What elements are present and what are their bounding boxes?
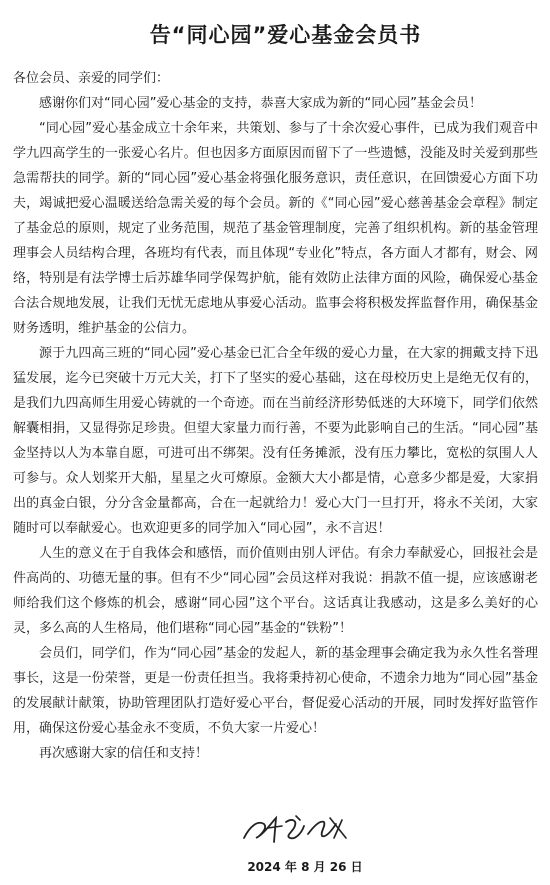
handwritten-signature (238, 808, 358, 848)
paragraph-meaning: 人生的意义在于自我体会和感悟，而价值则由别人评估。有余力奉献爱心，回报社会是件高尚的、功德无量的事。但有不少“同心园”会员这样对我说：捐款不值一提，应该感谢老师给我们这个修炼的机会，感谢“同心园”这个平台。这话真让我感动，这是多么美好的心灵，多么高的人生格局，他们堪称“同心园”基金的“铁粉”！ (13, 546, 538, 636)
closing-line: 再次感谢大家的信任和支持！ (39, 746, 209, 761)
paragraph-thanks: 感谢你们对“同心园”爱心基金的支持，恭喜大家成为新的“同心园”基金会员！ (39, 96, 482, 111)
paragraph-responsibility: 会员们，同学们，作为“同心园”基金的发起人，新的基金理事会确定我为永久性名誉理事长，这是一份荣誉，更是一份责任担当。我将秉持初心使命，不遗余力地为“同心园”基金的发展献计献策，协助管理团队打造好爱心平台，督促爱心活动的开展，同时发挥好监管作用，确保这份爱心基金永不变质，不负大家一片爱心！ (13, 646, 538, 736)
greeting: 各位会员、亲爱的同学们： (13, 71, 170, 86)
letter-date: 2024 年 8 月 26 日 (247, 860, 363, 874)
letter-title: 告“同心园”爱心基金会员书 (149, 23, 422, 47)
paragraph-history: “同心园”爱心基金成立十余年来，共策划、参与了十余次爱心事件，已成为我们观音中学九四高学生的一张爱心名片。但也因多方面原因而留下了一些遗憾，没能及时关爱到那些急需帮扶的同学。新的“同心园”爱心基金将强化服务意识，责任意识，在回馈爱心方面下功夫，竭诚把爱心温暖送给急需关爱的每个会员。新的《“同心园”爱心慈善基金会章程》制定了基金总的原则，规定了业务范围，规范了基金管理制度，完善了组织机构。新的基金管理理事会人员结构合理，各班均有代表，而且体现“专业化”特点，各方面人才都有，财会、网络，特别是有法学博士后苏雄华同学保驾护航，能有效防止法律方面的风险，确保爱心基金合法合规地发展，让我们无忧无虑地从事爱心活动。监事会将积极发挥监督作用，确保基金财务透明，维护基金的公信力。 (13, 121, 538, 336)
paragraph-development: 源于九四高三班的“同心园”爱心基金已汇合全年级的爱心力量，在大家的拥戴支持下迅猛发展，迄今已突破十万元大关，打下了坚实的爱心基础，这在母校历史上是绝无仅有的，是我们九四高师生用爱心铸就的一个奇迹。而在当前经济形势低迷的大环境下，同学们依然解囊相捐，又显得弥足珍贵。但望大家量力而行善，不要为此影响自己的生活。“同心园”基金坚持以人为本靠自愿，可进可出不绑架。没有任务摊派，没有压力攀比，宽松的氛围人人可参与。众人划桨开大船，星星之火可燎原。金额大大小都是情，心意多少都是爱，大家捐出的真金白银，分分含金量都高，合在一起就给力！爱心大门一旦打开，将永不关闭，大家随时可以奉献爱心。也欢迎更多的同学加入“同心园”，永不言迟！ (13, 346, 538, 536)
